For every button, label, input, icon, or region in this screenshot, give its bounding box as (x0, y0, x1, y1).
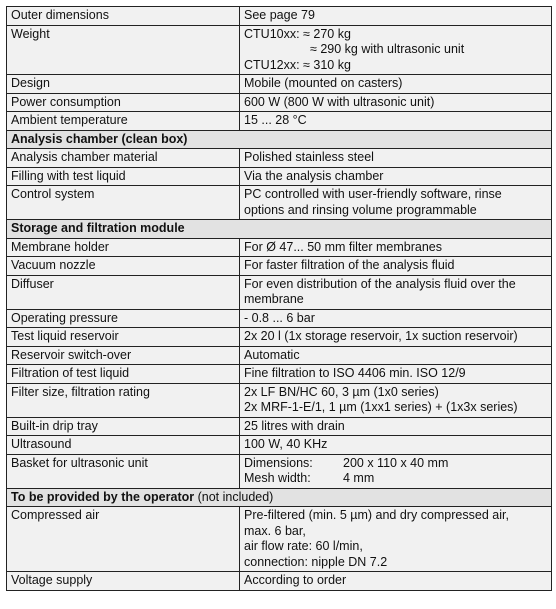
spec-value-line: Mobile (mounted on casters) (244, 76, 403, 90)
dimension-key: Mesh width: (244, 471, 311, 485)
spec-label: Filter size, filtration rating (11, 384, 150, 399)
spec-value-line: options and rinsing volume programmable (244, 202, 477, 217)
spec-value-cell (240, 365, 552, 384)
table-row (7, 186, 552, 220)
spec-label-cell (7, 383, 240, 417)
spec-label-cell (7, 112, 240, 131)
spec-value-cell (240, 507, 552, 572)
spec-label: Control system (11, 187, 95, 201)
spec-value-line: Via the analysis chamber (244, 168, 384, 183)
spec-value-cell (240, 346, 552, 365)
spec-value-line: 2x LF BN/HC 60, 3 µm (1x0 series) (244, 384, 439, 399)
spec-label: Vacuum nozzle (11, 258, 96, 272)
spec-value-line: 600 W (800 W with ultrasonic unit) (244, 94, 435, 109)
spec-label-cell (7, 257, 240, 276)
spec-label-cell (7, 275, 240, 309)
section-header (7, 488, 552, 507)
spec-label: Basket for ultrasonic unit (11, 455, 148, 470)
spec-label: Filling with test liquid (11, 168, 126, 183)
spec-value-cell (240, 75, 552, 94)
spec-value-line: According to order (244, 573, 347, 587)
table-row (7, 383, 552, 417)
spec-value-cell (240, 309, 552, 328)
spec-label-cell (7, 75, 240, 94)
section-note: (not included) (194, 489, 274, 504)
table-row (7, 309, 552, 328)
spec-label: Voltage supply (11, 573, 93, 587)
spec-value-line: 2x 20 l (1x storage reservoir, 1x suction reservoir) (244, 329, 518, 343)
spec-value-line: 15 ... 28 °C (244, 113, 307, 127)
spec-label: Analysis chamber material (11, 150, 158, 164)
table-row (7, 275, 552, 309)
spec-label: Filtration of test liquid (11, 366, 130, 380)
section-header-row (7, 220, 552, 239)
spec-value-line: 2x MRF-1-E/1, 1 µm (1xx1 series) + (1x3x series) (244, 400, 518, 414)
table-row (7, 454, 552, 488)
spec-label-cell (7, 436, 240, 455)
spec-label: Weight (11, 26, 50, 41)
spec-label: Power consumption (11, 94, 121, 109)
table-row (7, 25, 552, 75)
spec-value-line: Polished stainless steel (244, 150, 374, 164)
spec-value-line: - 0.8 ... 6 bar (244, 310, 315, 325)
table-row (7, 7, 552, 26)
table-row (7, 149, 552, 168)
dimension-value: 200 x 110 x 40 mm (343, 455, 449, 470)
spec-value-line: Pre-filtered (min. 5 µm) and dry compressed air, (244, 508, 509, 522)
table-row (7, 436, 552, 455)
table-row (7, 572, 552, 591)
dimension-line (244, 456, 547, 472)
spec-value-line: PC controlled with user-friendly software, rinse (244, 187, 502, 201)
specification-table-body (7, 7, 552, 591)
spec-label: Membrane holder (11, 239, 109, 254)
table-row (7, 75, 552, 94)
dimension-value: 4 mm (343, 471, 375, 485)
spec-label-cell (7, 328, 240, 347)
spec-value-line: CTU12xx: ≈ 310 kg (244, 57, 351, 72)
spec-value-cell (240, 149, 552, 168)
spec-value-cell (240, 417, 552, 436)
spec-label-cell (7, 454, 240, 488)
spec-value-cell (240, 112, 552, 131)
spec-label: Outer dimensions (11, 8, 109, 22)
table-row (7, 365, 552, 384)
table-row (7, 417, 552, 436)
table-row (7, 346, 552, 365)
spec-value-cell (240, 383, 552, 417)
spec-value-cell (240, 275, 552, 309)
spec-value-cell (240, 328, 552, 347)
table-row (7, 93, 552, 112)
spec-value-line: Fine filtration to ISO 4406 min. ISO 12/9 (244, 366, 466, 380)
spec-label-cell (7, 93, 240, 112)
spec-value-cell (240, 25, 552, 75)
spec-value-line: membrane (244, 292, 304, 306)
specification-table (6, 6, 552, 591)
spec-value-line: 100 W, 40 KHz (244, 437, 328, 451)
spec-label: Built-in drip tray (11, 418, 98, 433)
spec-label: Diffuser (11, 276, 54, 291)
dimension-key: Dimensions: (244, 455, 313, 470)
spec-label: Ultrasound (11, 437, 72, 451)
spec-value-line: See page 79 (244, 8, 315, 22)
spec-label-cell (7, 238, 240, 257)
section-title: To be provided by the operator (11, 489, 195, 504)
spec-value-cell (240, 93, 552, 112)
spec-label-cell (7, 25, 240, 75)
spec-value-line: CTU10xx: ≈ 270 kg (244, 26, 351, 41)
spec-value-line: ≈ 290 kg with ultrasonic unit (310, 42, 465, 56)
section-header (7, 130, 552, 149)
spec-value-cell (240, 436, 552, 455)
table-row (7, 257, 552, 276)
spec-label: Ambient temperature (11, 113, 128, 127)
spec-label: Design (11, 76, 50, 90)
spec-label: Test liquid reservoir (11, 329, 119, 343)
spec-value-cell (240, 454, 552, 488)
spec-label-cell (7, 507, 240, 572)
table-row (7, 112, 552, 131)
spec-label-cell (7, 346, 240, 365)
spec-value-cell (240, 167, 552, 186)
table-row (7, 238, 552, 257)
spec-value-cell (240, 257, 552, 276)
section-title: Storage and filtration module (11, 221, 185, 235)
spec-label: Operating pressure (11, 310, 119, 325)
spec-label-cell (7, 149, 240, 168)
dimension-line (244, 471, 547, 487)
table-row (7, 507, 552, 572)
spec-value-line: air flow rate: 60 l/min, (244, 539, 363, 553)
section-header (7, 220, 552, 239)
section-header-row (7, 130, 552, 149)
spec-label-cell (7, 167, 240, 186)
spec-value-line: For faster filtration of the analysis fluid (244, 258, 455, 272)
spec-value-cell (240, 238, 552, 257)
spec-value-line: For Ø 47... 50 mm filter membranes (244, 239, 442, 254)
spec-value-line: max. 6 bar, (244, 523, 306, 538)
spec-label-cell (7, 572, 240, 591)
spec-label-cell (7, 309, 240, 328)
spec-label-cell (7, 186, 240, 220)
spec-value-cell (240, 186, 552, 220)
spec-label: Reservoir switch-over (11, 347, 132, 362)
spec-label-cell (7, 7, 240, 26)
spec-label-cell (7, 365, 240, 384)
spec-label: Compressed air (11, 508, 100, 522)
spec-label-cell (7, 417, 240, 436)
spec-value-line: For even distribution of the analysis fluid over the (244, 276, 516, 291)
table-row (7, 167, 552, 186)
spec-value-line: Automatic (244, 347, 300, 362)
spec-value-cell (240, 572, 552, 591)
table-row (7, 328, 552, 347)
spec-value-line: connection: nipple DN 7.2 (244, 554, 388, 569)
section-title: Analysis chamber (clean box) (11, 131, 188, 146)
spec-value-line: 25 litres with drain (244, 418, 345, 433)
section-header-row (7, 488, 552, 507)
spec-value-cell (240, 7, 552, 26)
